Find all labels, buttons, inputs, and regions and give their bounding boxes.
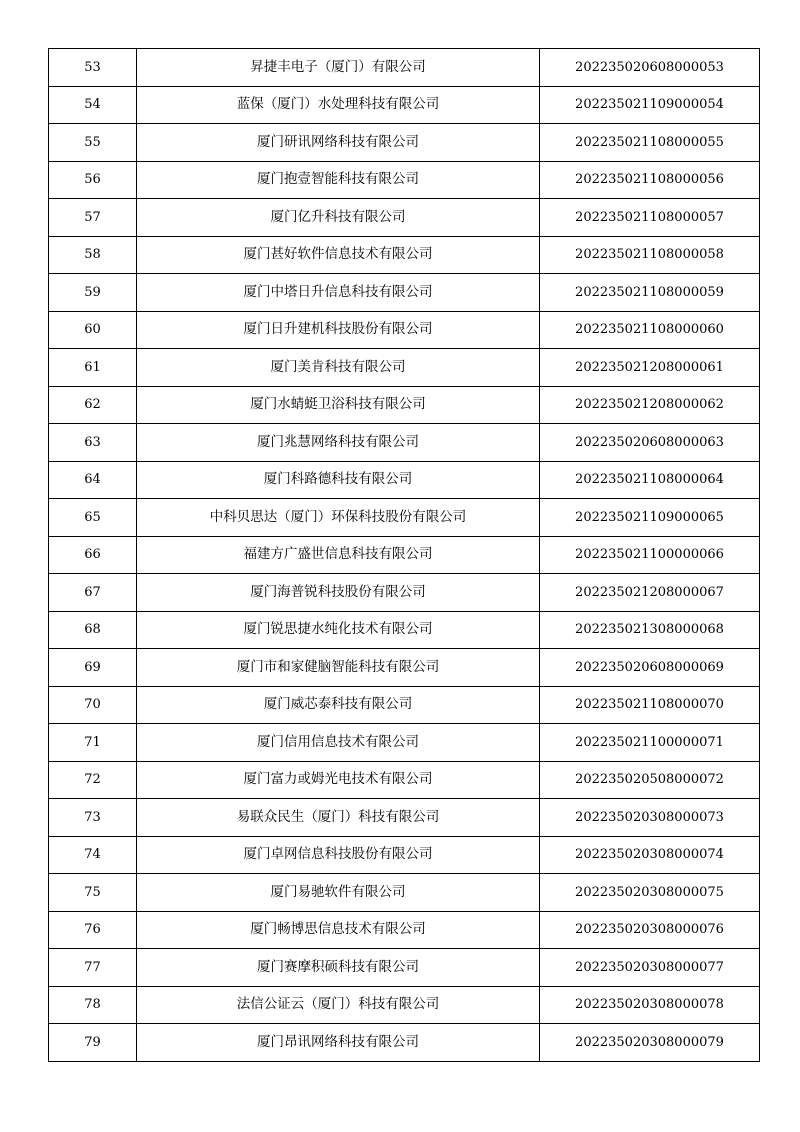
registration-code: 202235021108000057 bbox=[540, 199, 760, 237]
registration-code: 202235020308000078 bbox=[540, 986, 760, 1024]
registration-code: 202235021108000064 bbox=[540, 461, 760, 499]
row-number: 71 bbox=[49, 724, 137, 762]
row-number: 69 bbox=[49, 649, 137, 687]
registration-code: 202235021108000060 bbox=[540, 311, 760, 349]
company-name: 厦门赛摩积硕科技有限公司 bbox=[137, 949, 540, 987]
company-name: 厦门信用信息技术有限公司 bbox=[137, 724, 540, 762]
row-number: 59 bbox=[49, 274, 137, 312]
company-name: 昇捷丰电子（厦门）有限公司 bbox=[137, 49, 540, 87]
row-number: 68 bbox=[49, 611, 137, 649]
row-number: 63 bbox=[49, 424, 137, 462]
table-row bbox=[49, 461, 760, 499]
row-number: 75 bbox=[49, 874, 137, 912]
row-number: 77 bbox=[49, 949, 137, 987]
row-number: 65 bbox=[49, 499, 137, 537]
row-number: 56 bbox=[49, 161, 137, 199]
company-name: 厦门易驰软件有限公司 bbox=[137, 874, 540, 912]
registration-code: 202235021109000054 bbox=[540, 86, 760, 124]
company-name: 中科贝思达（厦门）环保科技股份有限公司 bbox=[137, 499, 540, 537]
company-table bbox=[48, 48, 760, 1062]
row-number: 78 bbox=[49, 986, 137, 1024]
table-row bbox=[49, 836, 760, 874]
registration-code: 202235020308000077 bbox=[540, 949, 760, 987]
registration-code: 202235020308000075 bbox=[540, 874, 760, 912]
company-name: 厦门甚好软件信息技术有限公司 bbox=[137, 236, 540, 274]
table-row bbox=[49, 986, 760, 1024]
company-name: 厦门昂讯网络科技有限公司 bbox=[137, 1024, 540, 1062]
table-row bbox=[49, 949, 760, 987]
table-row bbox=[49, 386, 760, 424]
company-name: 厦门水蜻蜓卫浴科技有限公司 bbox=[137, 386, 540, 424]
table-row bbox=[49, 236, 760, 274]
table-row bbox=[49, 424, 760, 462]
company-name: 厦门富力或姆光电技术有限公司 bbox=[137, 761, 540, 799]
row-number: 66 bbox=[49, 536, 137, 574]
registration-code: 202235021208000062 bbox=[540, 386, 760, 424]
table-row bbox=[49, 536, 760, 574]
registration-code: 202235020608000053 bbox=[540, 49, 760, 87]
table-row bbox=[49, 349, 760, 387]
table-row bbox=[49, 874, 760, 912]
table-row bbox=[49, 1024, 760, 1062]
row-number: 70 bbox=[49, 686, 137, 724]
registration-code: 202235021100000066 bbox=[540, 536, 760, 574]
row-number: 79 bbox=[49, 1024, 137, 1062]
registration-code: 202235021108000059 bbox=[540, 274, 760, 312]
row-number: 60 bbox=[49, 311, 137, 349]
row-number: 74 bbox=[49, 836, 137, 874]
row-number: 53 bbox=[49, 49, 137, 87]
company-name: 厦门兆慧网络科技有限公司 bbox=[137, 424, 540, 462]
row-number: 64 bbox=[49, 461, 137, 499]
row-number: 58 bbox=[49, 236, 137, 274]
company-name: 厦门中塔日升信息科技有限公司 bbox=[137, 274, 540, 312]
table-body bbox=[49, 49, 760, 1062]
table-row bbox=[49, 649, 760, 687]
table-row bbox=[49, 574, 760, 612]
row-number: 76 bbox=[49, 911, 137, 949]
company-name: 厦门日升建机科技股份有限公司 bbox=[137, 311, 540, 349]
row-number: 73 bbox=[49, 799, 137, 837]
registration-code: 202235021108000056 bbox=[540, 161, 760, 199]
company-name: 厦门威芯泰科技有限公司 bbox=[137, 686, 540, 724]
table-row bbox=[49, 124, 760, 162]
company-name: 厦门海普锐科技股份有限公司 bbox=[137, 574, 540, 612]
row-number: 57 bbox=[49, 199, 137, 237]
registration-code: 202235021100000071 bbox=[540, 724, 760, 762]
table-row bbox=[49, 686, 760, 724]
registration-code: 202235021108000070 bbox=[540, 686, 760, 724]
registration-code: 202235021108000058 bbox=[540, 236, 760, 274]
registration-code: 202235020608000069 bbox=[540, 649, 760, 687]
registration-code: 202235020308000076 bbox=[540, 911, 760, 949]
company-name: 厦门美肯科技有限公司 bbox=[137, 349, 540, 387]
table-row bbox=[49, 199, 760, 237]
company-name: 厦门亿升科技有限公司 bbox=[137, 199, 540, 237]
company-name: 厦门畅博思信息技术有限公司 bbox=[137, 911, 540, 949]
table-row bbox=[49, 611, 760, 649]
company-name: 厦门抱壹智能科技有限公司 bbox=[137, 161, 540, 199]
row-number: 54 bbox=[49, 86, 137, 124]
registration-code: 202235020608000063 bbox=[540, 424, 760, 462]
registration-code: 202235020308000079 bbox=[540, 1024, 760, 1062]
registration-code: 202235021109000065 bbox=[540, 499, 760, 537]
registration-code: 202235020308000073 bbox=[540, 799, 760, 837]
company-name: 厦门锐思捷水纯化技术有限公司 bbox=[137, 611, 540, 649]
table-row bbox=[49, 499, 760, 537]
company-name: 法信公证云（厦门）科技有限公司 bbox=[137, 986, 540, 1024]
table-row bbox=[49, 274, 760, 312]
company-name: 厦门市和家健脑智能科技有限公司 bbox=[137, 649, 540, 687]
row-number: 61 bbox=[49, 349, 137, 387]
company-name: 福建方广盛世信息科技有限公司 bbox=[137, 536, 540, 574]
table-row bbox=[49, 49, 760, 87]
table-row bbox=[49, 761, 760, 799]
row-number: 55 bbox=[49, 124, 137, 162]
table-row bbox=[49, 911, 760, 949]
registration-code: 202235021208000067 bbox=[540, 574, 760, 612]
table-row bbox=[49, 724, 760, 762]
row-number: 62 bbox=[49, 386, 137, 424]
registration-code: 202235020308000074 bbox=[540, 836, 760, 874]
company-name: 厦门卓网信息科技股份有限公司 bbox=[137, 836, 540, 874]
table-row bbox=[49, 311, 760, 349]
company-name: 厦门研讯网络科技有限公司 bbox=[137, 124, 540, 162]
table-row bbox=[49, 86, 760, 124]
row-number: 72 bbox=[49, 761, 137, 799]
registration-code: 202235020508000072 bbox=[540, 761, 760, 799]
company-name: 厦门科路德科技有限公司 bbox=[137, 461, 540, 499]
registration-code: 202235021108000055 bbox=[540, 124, 760, 162]
table-row bbox=[49, 799, 760, 837]
company-name: 易联众民生（厦门）科技有限公司 bbox=[137, 799, 540, 837]
registration-code: 202235021208000061 bbox=[540, 349, 760, 387]
company-name: 蓝保（厦门）水处理科技有限公司 bbox=[137, 86, 540, 124]
row-number: 67 bbox=[49, 574, 137, 612]
registration-code: 202235021308000068 bbox=[540, 611, 760, 649]
table-row bbox=[49, 161, 760, 199]
